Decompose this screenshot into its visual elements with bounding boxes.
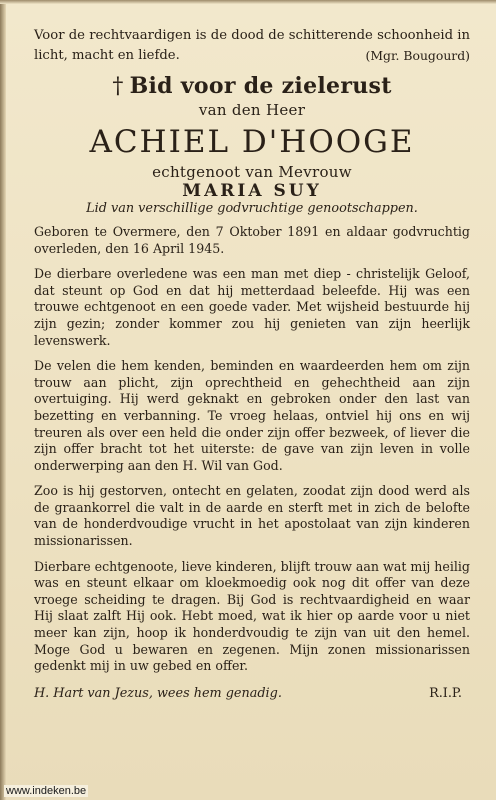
paragraph: De velen die hem kenden, beminden en waardeerden hem om zijn trouw aan plicht, zijn oprechtheid en gehechtheid aan zijn overtuiging. Hij werd geknakt en gebroken onder den last van bezetting en verbanning. Te vroeg helaas, ontviel hij ons en wij treuren als over een held die onder zijn offer bezweek, of liever die zijn offer bracht tot het uiterste: de gave van zijn leven in volle onderwerping aan den H. Wil van God.	[34, 358, 470, 473]
spouse-intro: echtgenoot van Mevrouw	[152, 163, 352, 182]
spouse-name: MARIA SUY	[182, 180, 322, 201]
footer-invocation: H. Hart van Jezus, wees hem genadig.	[34, 685, 282, 701]
footer-rip: R.I.P.	[429, 685, 462, 701]
deceased-name: ACHIEL D'HOOGE	[89, 124, 415, 161]
card-top-edge	[0, 0, 496, 4]
card-left-edge	[0, 0, 6, 800]
paragraph: Zoo is hij gestorven, ontecht en gelaten, zoodat zijn dood werd als de graankorrel die valt in de aarde en sterft met in zich de belofte van de honderdvoudige vrucht in het apostolaat van zijn kinderen missionarissen.	[34, 483, 470, 549]
birth-death-info: Geboren te Overmere, den 7 Oktober 1891 en aldaar godvruchtig overleden, den 16 April 1945.	[34, 223, 470, 256]
opening-quote	[34, 26, 470, 66]
quote-author: (Mgr. Bougourd)	[365, 48, 470, 63]
quote-text: Voor de rechtvaardigen is de dood de schitterende schoonheid in licht, macht en liefde.	[34, 28, 470, 63]
card-content	[34, 26, 470, 702]
paragraph: De dierbare overledene was een man met diep - christelijk Geloof, dat steunt op God en dat hij metterdaad beleefde. Hij was een trouwe echtgenoot en een goede vader. Met wijsheid bestuurde hij zijn gezin; zonder kommer zou hij genieten van zijn heerlijk levenswerk.	[34, 266, 470, 348]
footer	[34, 686, 470, 703]
membership-line: Lid van verschillige godvruchtige genootschappen.	[86, 201, 418, 217]
cross-icon: †	[112, 74, 124, 99]
prayer-title-text: Bid voor de zielerust	[129, 73, 392, 99]
paragraph: Dierbare echtgenoote, lieve kinderen, blijft trouw aan wat mij heilig was en steunt elkaar om kloekmoedig ook nog dit offer van deze vroege scheiding te dragen. Bij God is rechtvaardigheid en waar Hij slaat zalft Hij ook. Hebt moed, wat ik hier op aarde voor u niet meer kan zijn, hoop ik honderdvoudig te zijn van uit den hemel. Moge God u bewaren en zegenen. Mijn zonen missionarissen gedenkt mij in uw gebed en offer.	[34, 558, 470, 674]
site-watermark: www.indeken.be	[6, 785, 87, 797]
prayer-title	[34, 73, 470, 99]
van-den-heer: van den Heer	[198, 100, 306, 119]
